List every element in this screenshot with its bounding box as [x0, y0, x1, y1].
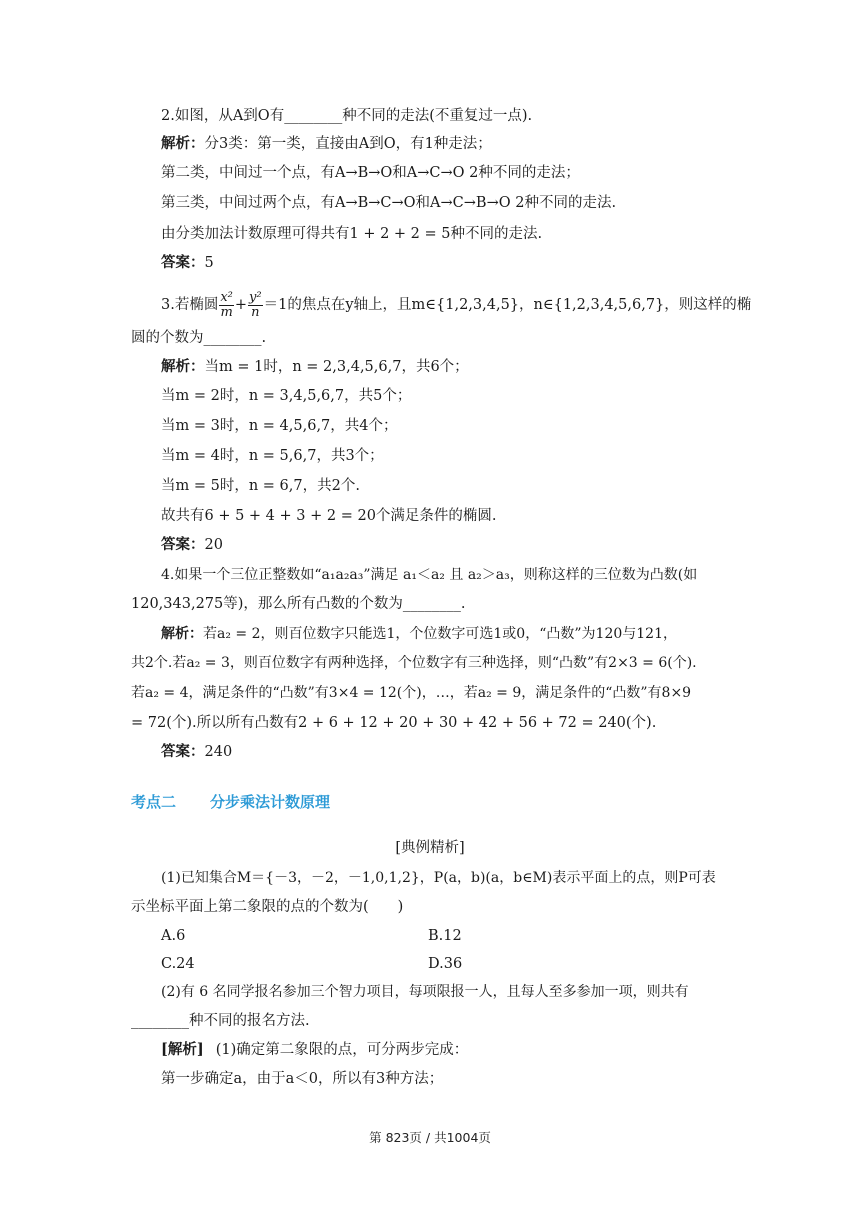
q2-analysis-4: 由分类加法计数原理可得共有1 + 2 + 2 = 5种不同的走法. — [161, 226, 543, 242]
example-p1-line1: (1)已知集合M＝{－3，－2，－1,0,1,2}，P(a，b)(a，b∈M)表示平面上的点，则P可表 — [161, 870, 716, 886]
answer-value: 20 — [204, 537, 223, 553]
q2-question: 2.如图，从A到O有________种不同的走法(不重复过一点). — [161, 108, 533, 124]
fraction-x2-over-m — [219, 291, 234, 320]
analysis-label: 解析： — [161, 135, 205, 152]
option-c: C.24 — [161, 956, 195, 972]
q3-analysis-3: 当m = 3时，n = 4,5,6,7，共4个； — [161, 418, 398, 434]
q4-question-line1: 4.如果一个三位正整数如“a₁a₂a₃”满足 a₁＜a₂ 且 a₂＞a₃，则称这样的三位数为凸数(如 — [161, 567, 698, 583]
q3-prefix: 3.若椭圆 — [161, 297, 219, 313]
answer-label: 答案： — [161, 536, 205, 553]
q4-analysis-2: 共2个.若a₂ = 3，则百位数字有两种选择，个位数字有三种选择，则“凸数”有2×3 = 6(个). — [131, 655, 697, 671]
q3-analysis-6: 故共有6 + 5 + 4 + 3 + 2 = 20个满足条件的椭圆. — [161, 508, 497, 524]
q3-analysis-1 — [161, 357, 469, 377]
q3-analysis-5: 当m = 5时，n = 6,7，共2个. — [161, 478, 360, 494]
fraction-y2-over-n — [248, 291, 263, 320]
option-d: D.36 — [428, 956, 463, 972]
example-heading: [典例精析] — [395, 840, 465, 856]
page-footer: 第 823页 / 共1004页 — [369, 1130, 491, 1145]
q3-analysis-4: 当m = 4时，n = 5,6,7，共3个； — [161, 448, 384, 464]
example-p1-line2: 示坐标平面上第二象限的点的个数为( ) — [131, 899, 404, 915]
example-analysis-2: 第一步确定a，由于a＜0，所以有3种方法； — [161, 1071, 444, 1087]
section-number: 考点二 — [131, 793, 177, 811]
q2-analysis-2: 第二类，中间过一个点，有A→B→O和A→C→O 2种不同的走法； — [161, 165, 580, 181]
analysis-text: (1)确定第二象限的点，可分两步完成： — [215, 1042, 469, 1058]
example-p2-line1: (2)有 6 名同学报名参加三个智力项目，每项限报一人，且每人至多参加一项，则共有 — [161, 984, 689, 1000]
analysis-label: 解析： — [161, 626, 203, 642]
plus-sign: + — [234, 297, 248, 313]
q4-analysis-4: = 72(个).所以所有凸数有2 + 6 + 12 + 20 + 30 + 42 + 56 + 72 = 240(个). — [131, 715, 657, 731]
q4-analysis-3: 若a₂ = 4，满足条件的“凸数”有3×4 = 12(个)，…，若a₂ = 9，满足条件的“凸数”有8×9 — [131, 685, 692, 701]
frac-num: y² — [249, 289, 262, 305]
q3-question-line2: 圆的个数为________. — [131, 330, 267, 346]
frac-den: n — [251, 304, 260, 320]
q3-suffix: ＝1的焦点在y轴上，且m∈{1,2,3,4,5}，n∈{1,2,3,4,5,6,7}，则这样的椭 — [263, 297, 752, 313]
answer-label: 答案： — [161, 743, 205, 760]
answer-value: 240 — [204, 744, 233, 760]
section-title: 分步乘法计数原理 — [210, 793, 331, 811]
q2-answer — [161, 253, 214, 273]
option-b: B.12 — [428, 928, 462, 944]
analysis-text: 若a₂ = 2，则百位数字只能选1，个位数字可选1或0，“凸数”为120与121， — [203, 626, 677, 642]
frac-den: m — [220, 304, 233, 320]
q3-analysis-2: 当m = 2时，n = 3,4,5,6,7，共5个； — [161, 388, 412, 404]
q4-answer — [161, 742, 232, 762]
frac-num: x² — [220, 289, 233, 305]
analysis-text: 分3类：第一类，直接由A到O，有1种走法； — [204, 136, 492, 152]
q3-answer — [161, 535, 223, 555]
section-heading — [131, 792, 330, 812]
q3-question-line1 — [161, 290, 751, 320]
analysis-label: 解析： — [161, 358, 205, 375]
example-p2-line2: ________种不同的报名方法. — [131, 1013, 310, 1029]
q2-analysis-3: 第三类，中间过两个点，有A→B→C→O和A→C→B→O 2种不同的走法. — [161, 195, 617, 211]
analysis-label: [解析] — [161, 1041, 204, 1058]
analysis-text: 当m = 1时，n = 2,3,4,5,6,7，共6个； — [204, 359, 469, 375]
answer-value: 5 — [204, 255, 214, 271]
answer-label: 答案： — [161, 254, 205, 271]
q4-question-line2: 120,343,275等)，那么所有凸数的个数为________. — [131, 596, 466, 612]
option-a: A.6 — [161, 928, 186, 944]
q2-analysis-1 — [161, 134, 492, 154]
example-analysis-1 — [161, 1040, 468, 1060]
q4-analysis-1 — [161, 624, 677, 644]
